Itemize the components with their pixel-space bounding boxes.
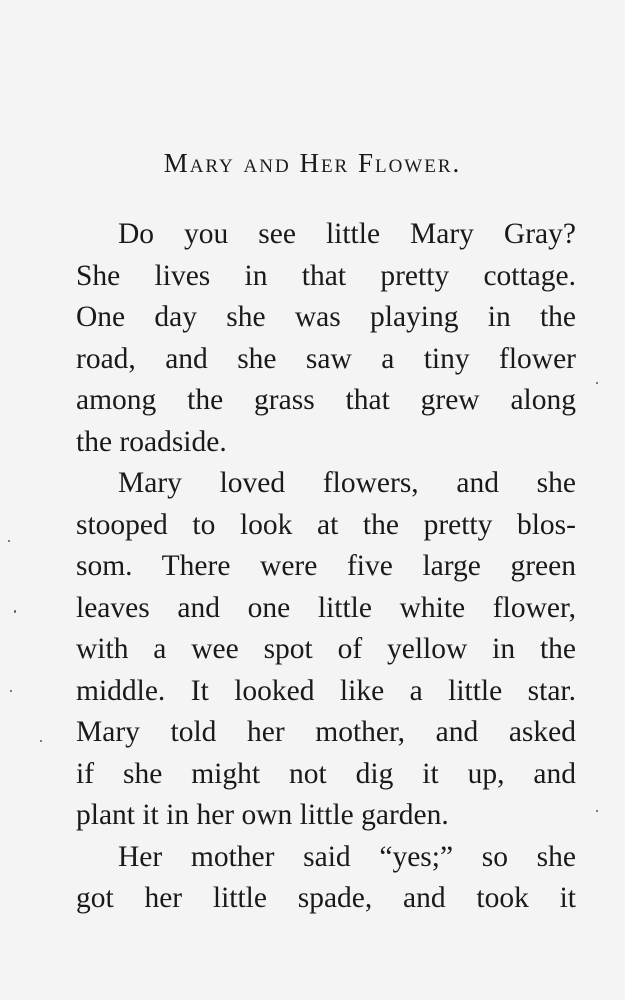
- text-line: som. There were five large green: [76, 550, 576, 582]
- text-line: Mary told her mother, and asked: [76, 716, 576, 748]
- text-line: leaves and one little white flower,: [76, 591, 576, 624]
- text-line: Mary loved flowers, and she: [118, 467, 576, 499]
- scan-speck: [8, 540, 10, 542]
- text-line: got her little spade, and took it: [76, 882, 576, 914]
- story-text: [76, 214, 576, 920]
- chapter-title: Mary and Her Flower.: [163, 148, 462, 178]
- text-line: if she might not dig it up, and: [76, 757, 576, 790]
- text-line: stooped to look at the pretty blos-: [76, 508, 576, 541]
- text-line: Her mother said “yes;” so she: [118, 840, 576, 873]
- text-line: plant it in her own little garden.: [76, 799, 449, 831]
- text-line: with a wee spot of yellow in the: [76, 633, 576, 665]
- text-line: She lives in that pretty cottage.: [76, 259, 576, 292]
- text-line: the roadside.: [76, 425, 227, 458]
- text-line: among the grass that grew along: [76, 384, 576, 416]
- scan-speck: [10, 690, 12, 692]
- scan-speck: [596, 382, 598, 384]
- scan-speck: [14, 610, 16, 613]
- text-line: middle. It looked like a little star.: [76, 674, 576, 707]
- text-line: Do you see little Mary Gray?: [118, 218, 576, 250]
- text-line: road, and she saw a tiny flower: [76, 342, 576, 375]
- scan-speck: [596, 810, 598, 812]
- scan-speck: [40, 740, 42, 742]
- text-line: One day she was playing in the: [76, 301, 576, 333]
